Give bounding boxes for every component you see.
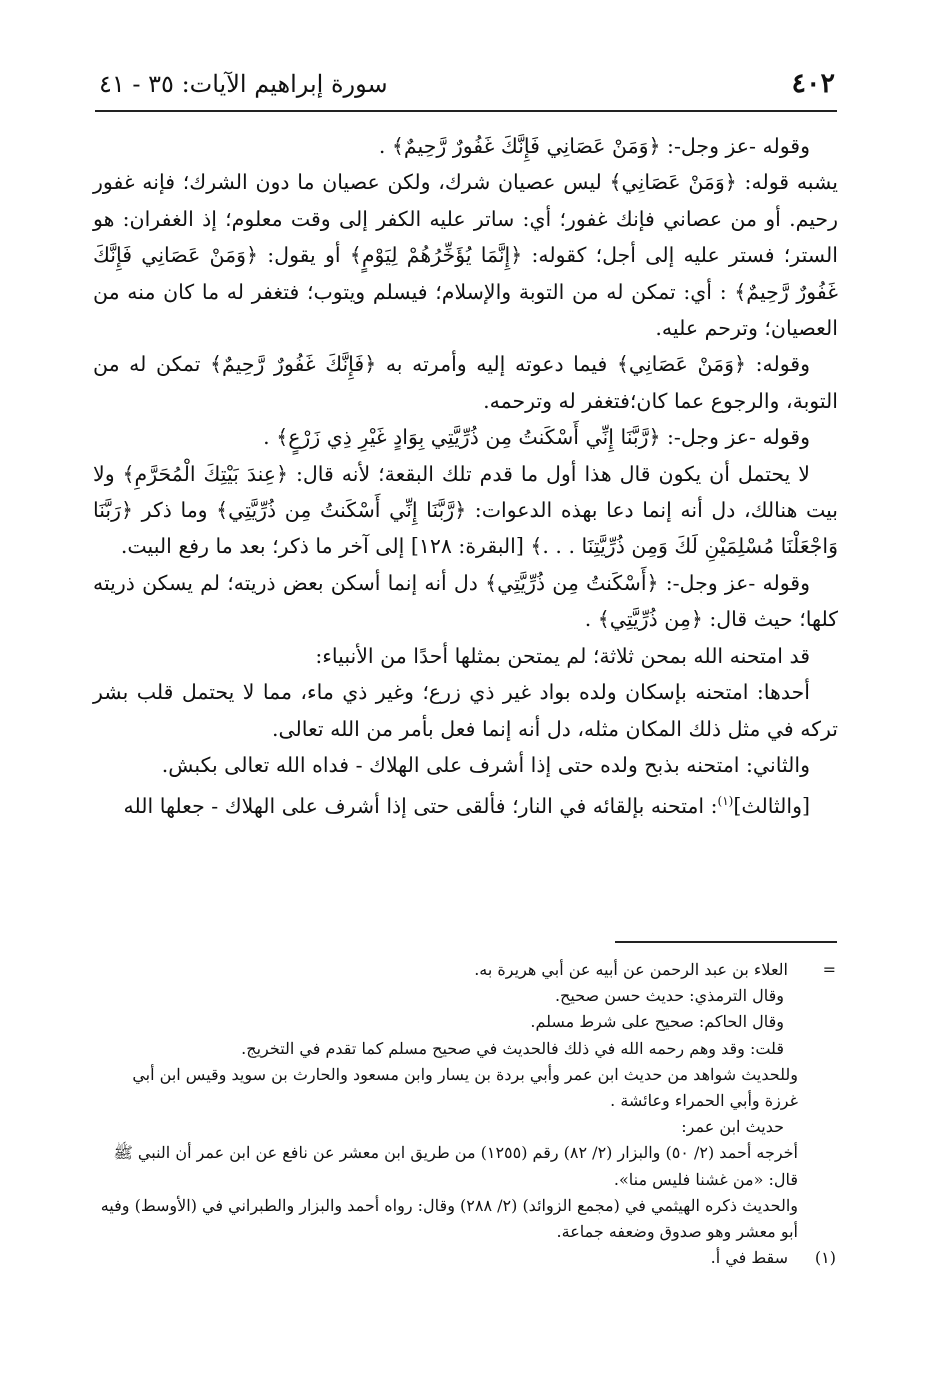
paragraph: وقوله -عز وجل-: ﴿وَمَنْ عَصَانِي فَإِنَّكَ غَفُورٌ رَّحِيمٌ﴾ .: [378, 134, 810, 158]
running-title: سورة إبراهيم الآيات: ٣٥ - ٤١: [99, 70, 388, 98]
page-header: [95, 62, 837, 112]
paragraph: أحدها: امتحنه بإسكان ولده بواد غير ذي زرع؛ وغير ذي ماء، مما لا يحتمل قلب بشر تركه في مثل ذلك المكان مثله، دل أنه إنما فعل بأمر من الله تعالى.: [93, 680, 838, 741]
footnote-line: حديث ابن عمر:: [681, 1117, 784, 1137]
paragraph: والثاني: امتحنه بذبح ولده حتى إذا أشرف على الهلاك - فداه الله تعالى بكبش.: [161, 752, 810, 777]
paragraph: وقوله -عز وجل-: ﴿رَّبَّنَا إِنِّي أَسْكَنتُ مِن ذُرِّيَّتِي بِوَادٍ غَيْرِ ذِي زَرْعٍ﴾ .: [263, 425, 810, 450]
footnote-1: [98, 1245, 836, 1271]
page-number: ٤٠٢: [791, 68, 835, 99]
footnotes: [98, 957, 836, 1271]
footnote-line: وقال الترمذي: حديث حسن صحيح.: [554, 986, 784, 1006]
footnote-line: أخرجه أحمد (٢/ ٥٠) والبزار (٢/ ٨٢) رقم (١٢٥٥) من طريق ابن معشر عن نافع عن ابن عمر أن النبي ﷺ قال: «من غشنا فليس منا».: [113, 1143, 798, 1189]
paragraph-last: [93, 783, 838, 824]
footnote-divider: [615, 941, 837, 943]
footnote-text: سقط في أ.: [710, 1248, 788, 1268]
main-text: [93, 128, 838, 825]
footnote-line: قلت: وقد وهم رحمه الله في ذلك فالحديث في صحيح مسلم كما تقدم في التخريج.: [241, 1038, 784, 1058]
footnote-line: وللحديث شواهد من حديث ابن عمر وأبي بردة بن يسار وابن مسعود والحارث بن سويد وقيس ابن أبي غرزة وأبي الحمراء وعائشة .: [132, 1064, 798, 1111]
footnote-line: [98, 957, 836, 983]
footnote-line: والحديث ذكره الهيثمي في (مجمع الزوائد) (٢/ ٢٨٨) وقال: رواه أحمد والبزار والطبراني في (الأوسط) وفيه أبو معشر وهو صدوق وضعفه جماعة.: [100, 1195, 798, 1242]
paragraph: وقوله: ﴿وَمَنْ عَصَانِي﴾ فيما دعوته إليه وأمرته به ﴿فَإِنَّكَ غَفُورٌ رَّحِيمٌ﴾ تمكن له من التوبة، والرجوع عما كان؛فتغفر له وترحمه.: [93, 352, 838, 413]
footnote-text: العلاء بن عبد الرحمن عن أبيه عن أبي هريرة به.: [474, 960, 788, 979]
paragraph: يشبه قوله: ﴿وَمَنْ عَصَانِي﴾ ليس عصيان شرك، ولكن عصيان ما دون الشرك؛ فإنه غفور رحيم. أو من عصاني فإنك غفور؛ أي: ساتر عليه الكفر إلى وقت معلوم؛ إذ الغفران: هو الستر؛ فستر عليه إلى أجل؛ كقوله: ﴿إِنَّمَا يُؤَخِّرُهُمْ لِيَوْمٍ﴾ أو يقول: ﴿وَمَنْ عَصَانِي فَإِنَّكَ غَفُورٌ رَّحِيمٌ﴾ : أي: تمكن له من التوبة والإسلام؛ فيسلم ويتوب؛ فتغفر له ما كان منه من العصيان؛ وترحم عليه.: [93, 170, 838, 341]
footnote-ref: (١): [717, 794, 734, 809]
paragraph: لا يحتمل أن يكون قال هذا أول ما قدم تلك البقعة؛ لأنه قال: ﴿عِندَ بَيْتِكَ الْمُحَرَّمِ﴾ ولا بيت هنالك، دل أنه إنما دعا بهذه الدعوات: ﴿رَّبَّنَا إِنِّي أَسْكَنتُ مِن ذُرِّيَّتِي﴾ وما ذكر ﴿رَبَّنَا وَاجْعَلْنَا مُسْلِمَيْنِ لَكَ وَمِن ذُرِّيَّتِنَا . . .﴾ [البقرة: ١٢٨] إلى آخر ما ذكر؛ بعد ما رفع البيت.: [93, 461, 838, 559]
paragraph: وقوله -عز وجل-: ﴿أَسْكَنتُ مِن ذُرِّيَّتِي﴾ دل أنه إنما أسكن بعض ذريته؛ لم يسكن ذريته كلها؛ حيث قال: ﴿مِن ذُرِّيَّتِي﴾ .: [93, 570, 838, 632]
paragraph: قد امتحنه الله بمحن ثلاثة؛ لم يمتحن بمثلها أحدًا من الأنبياء:: [315, 643, 810, 668]
footnote-number: (١): [814, 1248, 836, 1268]
continuation-mark: =: [822, 960, 836, 979]
footnote-line: وقال الحاكم: صحيح على شرط مسلم.: [530, 1012, 784, 1032]
paragraph-text: : امتحنه بإلقائه في النار؛ فألقى حتى إذا أشرف على الهلاك - جعلها الله: [123, 794, 718, 819]
bracketed-word: [والثالث]: [733, 794, 810, 819]
